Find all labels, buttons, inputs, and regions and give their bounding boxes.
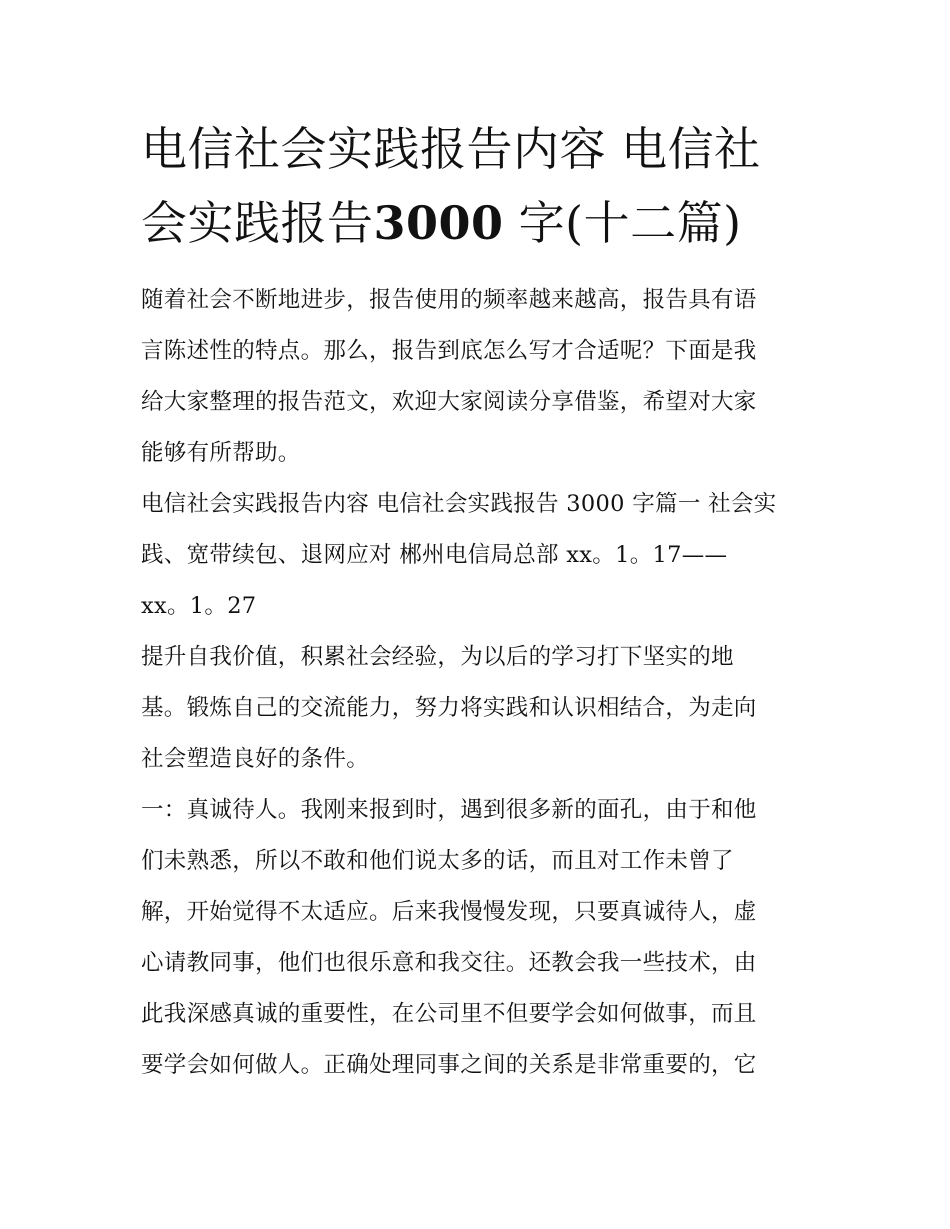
intro-paragraph <box>141 275 816 479</box>
text-line: 心请教同事，他们也很乐意和我交往。还教会我一些技术，由 <box>141 950 757 976</box>
text-line: 随着社会不断地进步，报告使用的频率越来越高，报告具有语 <box>141 287 757 313</box>
text-line: 们未熟悉，所以不敢和他们说太多的话，而且对工作未曾了 <box>141 848 734 874</box>
text-line: 言陈述性的特点。那么，报告到底怎么写才合适呢？下面是我 <box>141 338 757 364</box>
text-line: xx。1。27 <box>141 593 257 619</box>
text-line: 解，开始觉得不太适应。后来我慢慢发现，只要真诚待人，虚 <box>141 899 757 925</box>
document-title <box>141 112 816 260</box>
title-number: 3000 <box>373 196 504 250</box>
title-line-1: 电信社会实践报告内容 电信社 <box>141 122 761 176</box>
document-page <box>141 112 816 1091</box>
text-line: 要学会如何做人。正确处理同事之间的关系是非常重要的，它 <box>141 1052 757 1078</box>
section-one-paragraph <box>141 785 816 1091</box>
title-text-suffix: 字(十二篇) <box>503 196 742 250</box>
report-heading-paragraph <box>141 479 816 632</box>
text-line: 提升自我价值，积累社会经验，为以后的学习打下坚实的地 <box>141 644 734 670</box>
purpose-paragraph <box>141 632 816 785</box>
text-line: 给大家整理的报告范文，欢迎大家阅读分享借鉴，希望对大家 <box>141 389 757 415</box>
title-text: 会实践报告 <box>141 196 374 250</box>
text-line: 基。锻炼自己的交流能力，努力将实践和认识相结合，为走向 <box>141 695 757 721</box>
text-line: 电信社会实践报告内容 电信社会实践报告 3000 字篇一 社会实 <box>141 491 777 517</box>
title-line-2 <box>141 186 816 260</box>
text-line: 社会塑造良好的条件。 <box>141 746 370 772</box>
text-line: 一：真诚待人。我刚来报到时，遇到很多新的面孔，由于和他 <box>141 797 757 823</box>
text-line: 此我深感真诚的重要性，在公司里不但要学会如何做事，而且 <box>141 1001 757 1027</box>
text-line: 能够有所帮助。 <box>141 440 301 466</box>
text-line: 践、宽带续包、退网应对 郴州电信局总部 xx。1。17—— <box>141 542 728 568</box>
